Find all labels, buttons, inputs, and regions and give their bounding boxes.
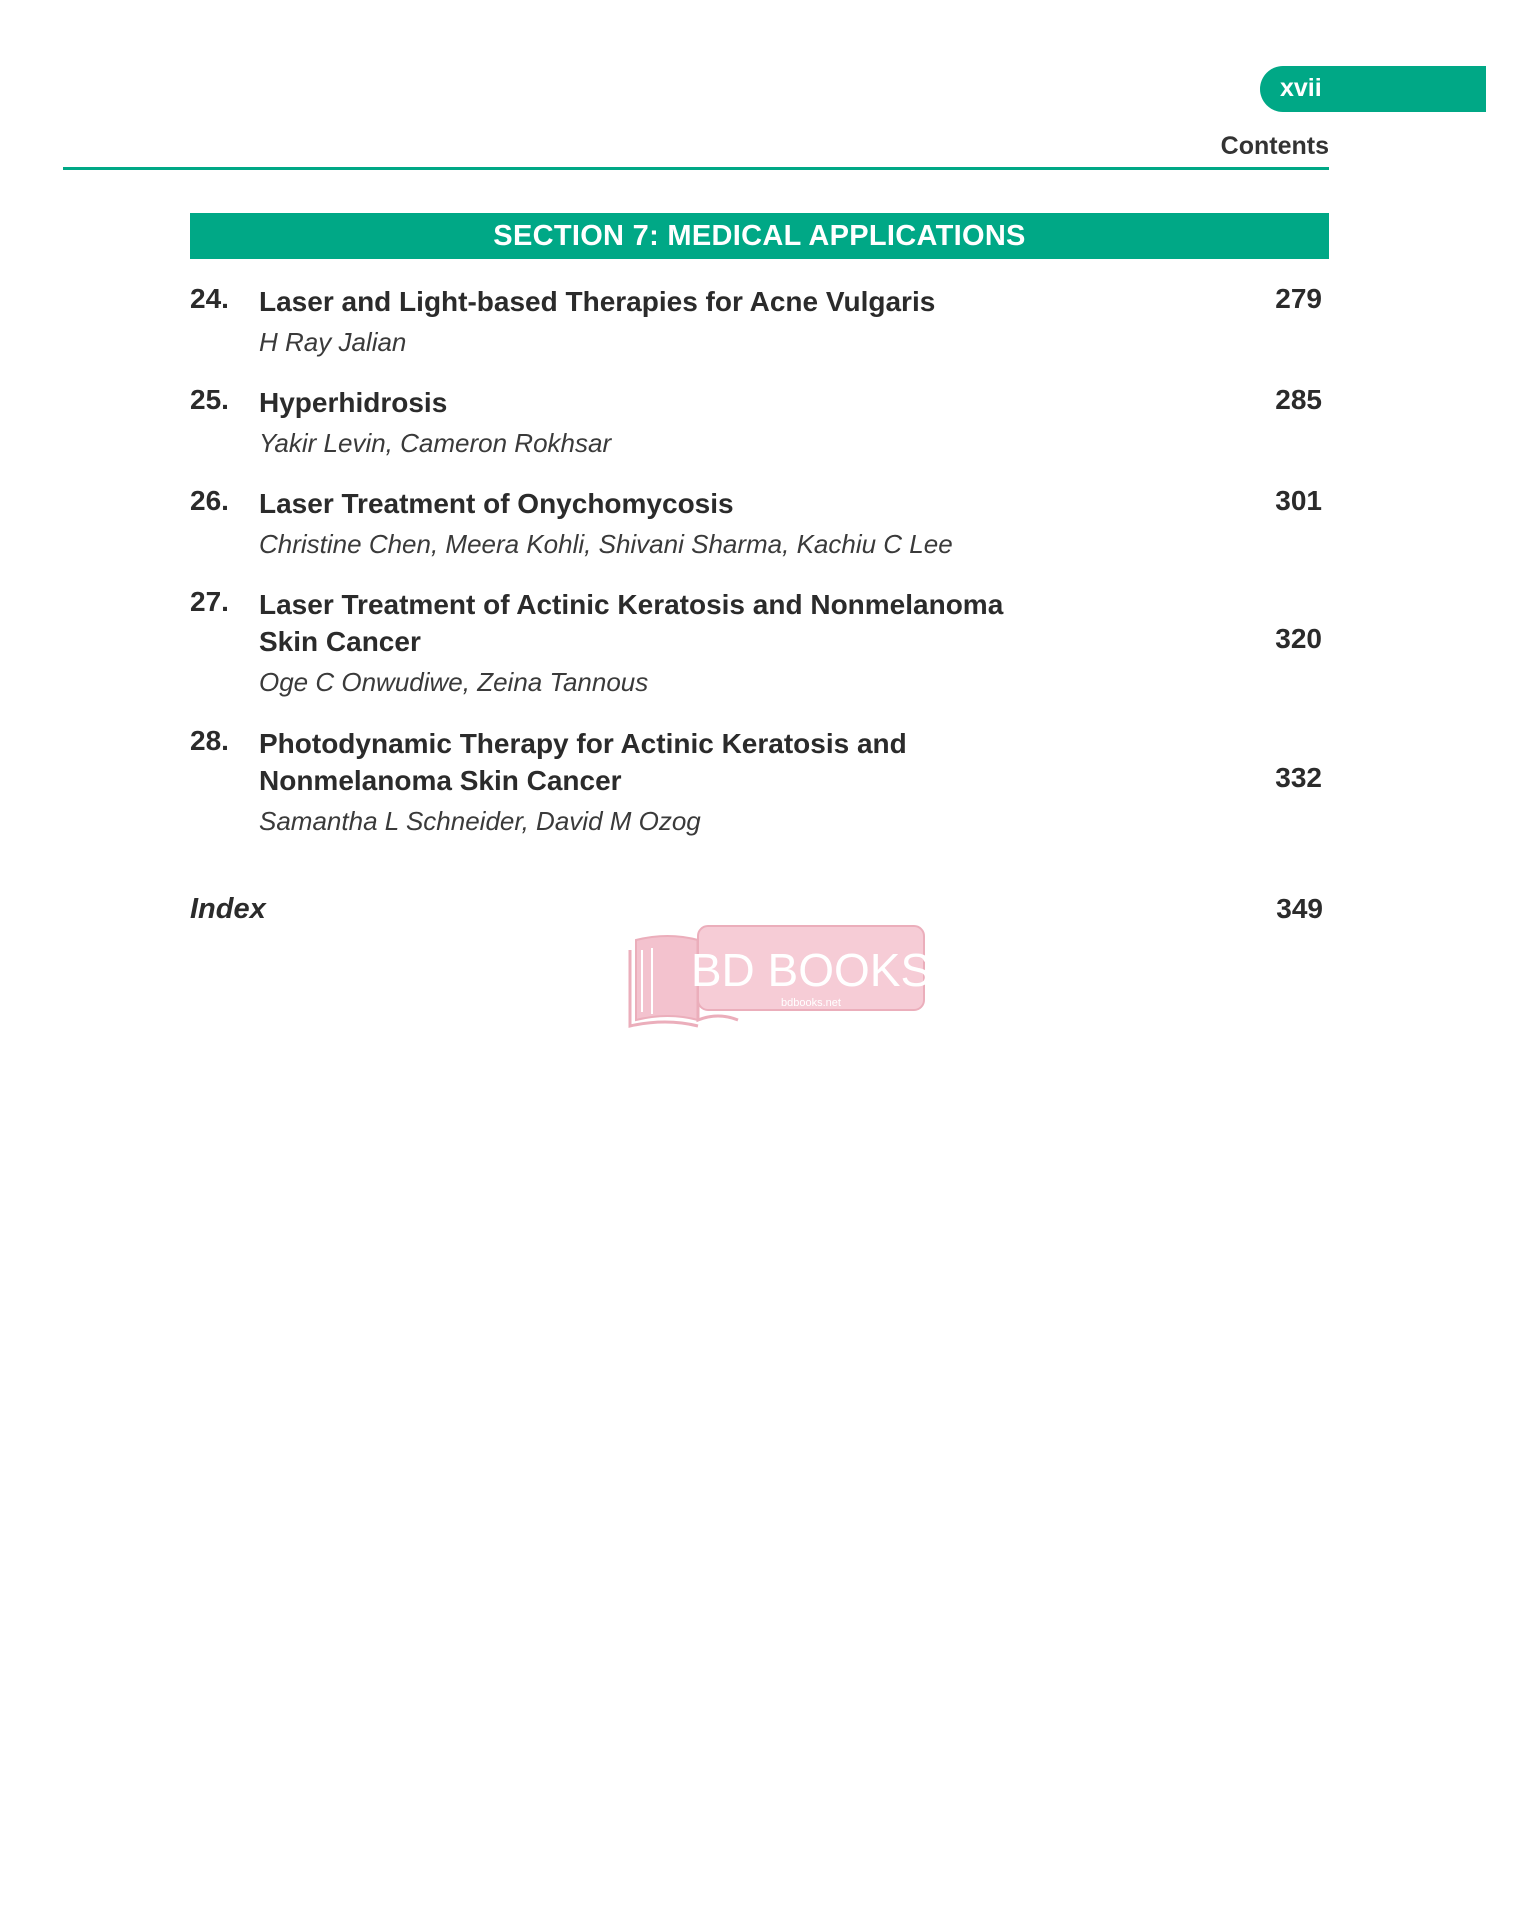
chapter-authors: Oge C Onwudiwe, Zeina Tannous bbox=[259, 667, 649, 697]
chapter-number: 24. bbox=[190, 283, 229, 314]
watermark-text: BD BOOKS bbox=[690, 944, 928, 996]
chapter-title-line: Laser and Light-based Therapies for Acne Vulgaris bbox=[259, 286, 936, 317]
watermark-subtext: bdbooks.net bbox=[781, 997, 841, 1009]
index-page: 349 bbox=[1276, 893, 1323, 924]
chapter-title-line: Laser Treatment of Onychomycosis bbox=[259, 488, 734, 519]
chapter-title-line: Laser Treatment of Actinic Keratosis and Nonmelanoma bbox=[259, 589, 1004, 620]
page-number: xvii bbox=[1280, 74, 1322, 102]
chapter-page: 301 bbox=[1275, 485, 1322, 516]
chapter-title bbox=[259, 485, 1159, 522]
chapter-number: 28. bbox=[190, 725, 229, 756]
chapter-page: 279 bbox=[1275, 283, 1322, 314]
chapter-title-line: Nonmelanoma Skin Cancer bbox=[259, 765, 622, 796]
chapter-number: 27. bbox=[190, 586, 229, 617]
chapter-page: 320 bbox=[1275, 623, 1322, 654]
index-label: Index bbox=[190, 893, 266, 925]
chapter-number: 26. bbox=[190, 485, 229, 516]
chapter-number: 25. bbox=[190, 384, 229, 415]
chapter-title-line: Hyperhidrosis bbox=[259, 387, 448, 418]
chapter-authors: Samantha L Schneider, David M Ozog bbox=[259, 806, 701, 836]
chapter-title bbox=[259, 384, 1159, 421]
header-rule bbox=[63, 167, 1329, 170]
running-head: Contents bbox=[1220, 132, 1329, 160]
chapter-title bbox=[259, 586, 1159, 660]
chapter-title-line: Skin Cancer bbox=[259, 626, 421, 657]
chapter-title bbox=[259, 283, 1159, 320]
watermark-logo bbox=[628, 920, 928, 1030]
chapter-title bbox=[259, 725, 1159, 799]
chapter-authors: Yakir Levin, Cameron Rokhsar bbox=[259, 428, 612, 458]
chapter-page: 332 bbox=[1275, 762, 1322, 793]
chapter-authors: Christine Chen, Meera Kohli, Shivani Sharma, Kachiu C Lee bbox=[259, 529, 953, 559]
chapter-title-line: Photodynamic Therapy for Actinic Keratosis and bbox=[259, 728, 907, 759]
page-number-tab bbox=[1260, 66, 1486, 112]
chapter-authors: H Ray Jalian bbox=[259, 327, 407, 357]
chapter-page: 285 bbox=[1275, 384, 1322, 415]
book-icon bbox=[628, 920, 928, 1030]
section-heading: SECTION 7: MEDICAL APPLICATIONS bbox=[190, 213, 1329, 259]
